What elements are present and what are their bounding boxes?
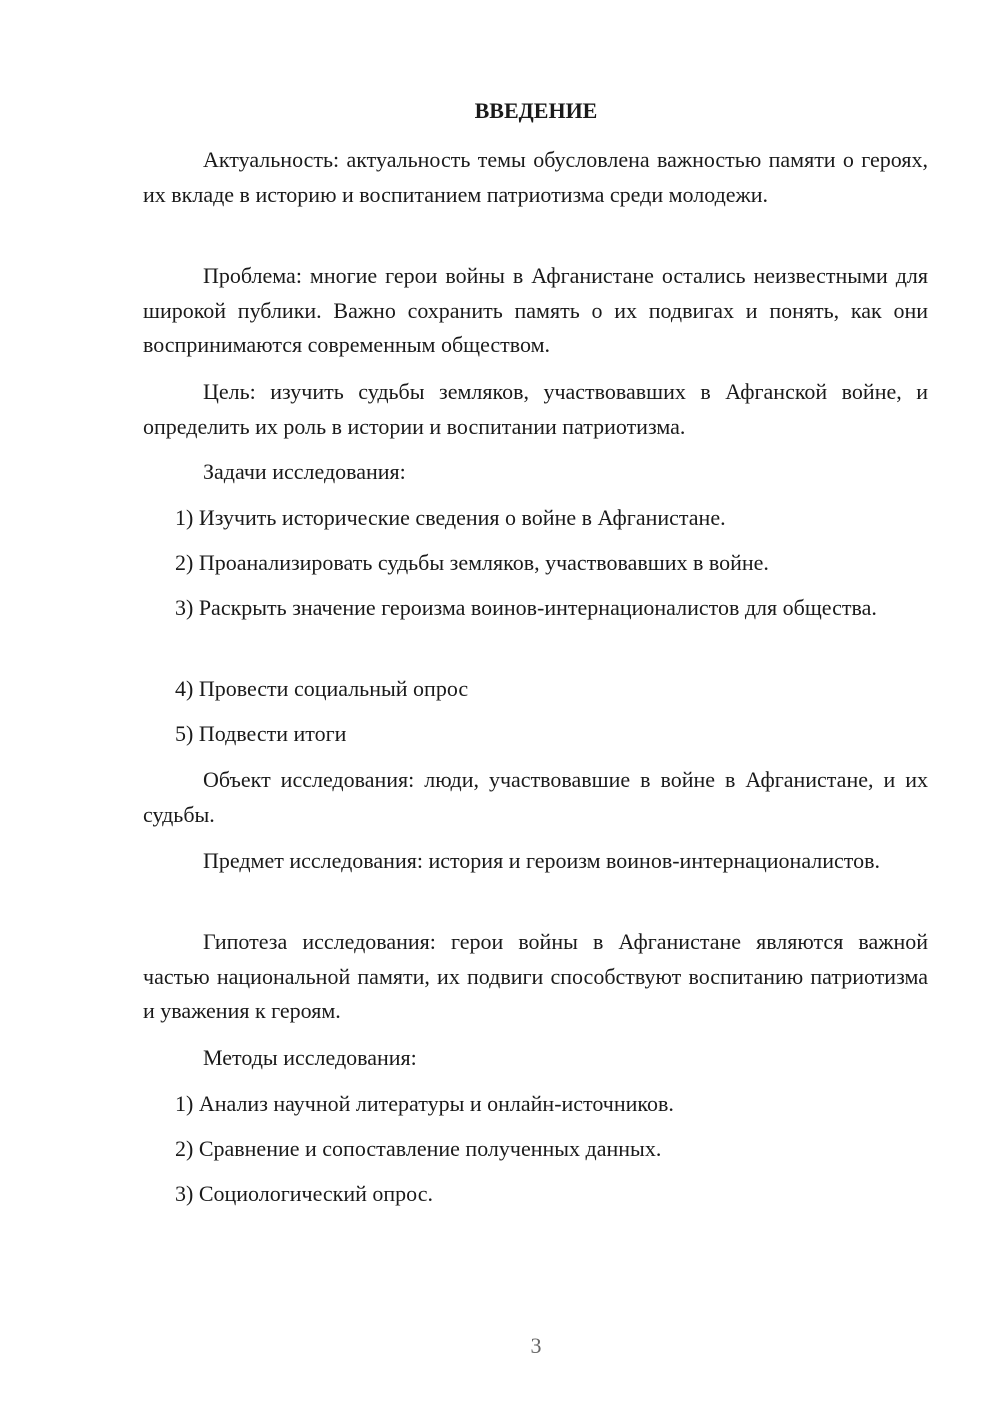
paragraph-subject: Предмет исследования: история и героизм воинов-интернационалистов. xyxy=(203,848,881,873)
task-item-2: 2) Проанализировать судьбы земляков, участвовавших в войне. xyxy=(175,550,769,575)
task-item-3: 3) Раскрыть значение героизма воинов-интернационалистов для общества. xyxy=(175,595,877,620)
page-number: 3 xyxy=(530,1333,542,1358)
paragraph-object: Объект исследования: люди, участвовавшие в войне в Афганистане, и их судьбы. xyxy=(143,767,928,827)
task-item-1: 1) Изучить исторические сведения о войне в Афганистане. xyxy=(175,505,726,530)
page-title: ВВЕДЕНИЕ xyxy=(474,98,598,123)
tasks-heading: Задачи исследования: xyxy=(203,459,406,484)
task-item-4: 4) Провести социальный опрос xyxy=(175,676,469,701)
paragraph-relevance: Актуальность: актуальность темы обусловлена важностью памяти о героях, их вкладе в историю и воспитанием патриотизма среди молодежи. xyxy=(143,147,928,207)
paragraph-problem: Проблема: многие герои войны в Афганистане остались неизвестными для широкой публики. Важно сохранить память о их подвигах и понять, как они воспринимаются современным обществом. xyxy=(143,263,928,357)
method-item-1: 1) Анализ научной литературы и онлайн-источников. xyxy=(175,1091,674,1116)
paragraph-goal: Цель: изучить судьбы земляков, участвовавших в Афганской войне, и определить их роль в истории и воспитании патриотизма. xyxy=(143,379,928,439)
task-item-5: 5) Подвести итоги xyxy=(175,721,347,746)
method-item-2: 2) Сравнение и сопоставление полученных данных. xyxy=(175,1136,662,1161)
methods-heading: Методы исследования: xyxy=(203,1045,417,1070)
method-item-3: 3) Социологический опрос. xyxy=(175,1181,433,1206)
paragraph-hypothesis: Гипотеза исследования: герои войны в Афганистане являются важной частью национальной памяти, их подвиги способствуют воспитанию патриотизма и уважения к героям. xyxy=(143,929,928,1023)
